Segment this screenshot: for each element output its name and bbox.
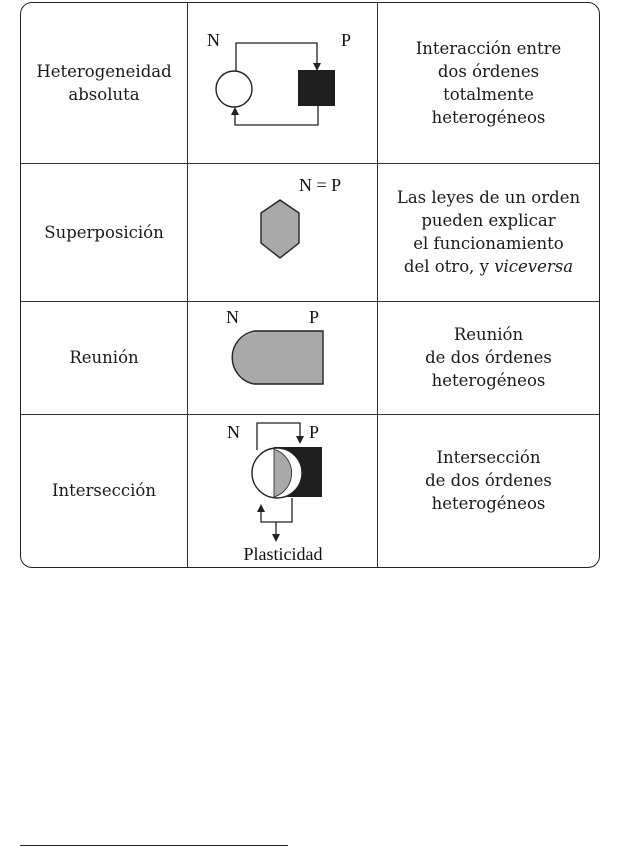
row-1-diagram	[189, 3, 377, 163]
row-2-desc-plain: del otro, y	[403, 257, 495, 276]
row-4-desc-line-1: Intersección	[436, 448, 541, 467]
row-3-desc-line-2: de dos órdenes	[425, 348, 552, 367]
row-2-desc-line-2: pueden explicar	[421, 211, 556, 230]
row-2-desc-italic: viceversa	[494, 257, 574, 276]
arrowhead-up-icon	[257, 504, 265, 512]
label-p: P	[309, 422, 320, 442]
row-3-description	[378, 301, 599, 414]
row-3-diagram	[189, 301, 377, 414]
row-4-description	[378, 414, 599, 567]
row-2-name	[21, 163, 187, 301]
hexagon-shape	[261, 200, 299, 258]
column-divider	[187, 3, 188, 567]
arrowhead-down-icon	[313, 63, 321, 71]
label-n-equals-p: N = P	[299, 175, 342, 195]
arrow-n-to-p	[257, 423, 300, 450]
arrowhead-down-icon	[296, 436, 304, 444]
row-4-desc-line-2: de dos órdenes	[425, 471, 552, 490]
row-1-desc-line-3: totalmente	[443, 85, 534, 104]
label-n: N	[226, 307, 239, 327]
row-1-desc-line-1: Interacción entre	[415, 39, 562, 58]
comparison-table	[20, 2, 600, 568]
row-2-desc-line-1: Las leyes de un orden	[396, 188, 581, 207]
row-1-name	[21, 3, 187, 163]
arrow-to-n	[261, 498, 292, 522]
circle-n	[216, 71, 252, 107]
row-2-name-line-1: Superposición	[44, 222, 164, 242]
square-p	[298, 70, 335, 106]
arrowhead-up-icon	[231, 107, 239, 115]
row-1-name-line-2: absoluta	[68, 85, 140, 104]
row-1-desc-line-4: heterogéneos	[431, 108, 546, 127]
label-n: N	[207, 30, 220, 50]
row-4-name-line-1: Intersección	[52, 481, 156, 500]
row-3-desc-line-3: heterogéneos	[431, 371, 546, 390]
label-p: P	[341, 30, 352, 50]
arrow-p-to-n	[235, 106, 318, 125]
row-2-diagram	[189, 163, 377, 301]
arrow-n-to-p	[236, 43, 317, 71]
label-plasticidad: Plasticidad	[243, 544, 323, 564]
row-2-desc-line-3: el funcionamiento	[413, 234, 564, 253]
row-3-name-line-1: Reunión	[69, 348, 139, 367]
row-4-name	[21, 414, 187, 567]
row-1-name-line-1: Heterogeneidad	[36, 62, 172, 81]
row-1-desc-line-2: dos órdenes	[437, 62, 540, 81]
union-shape	[232, 331, 323, 384]
row-4-desc-line-3: heterogéneos	[431, 494, 546, 513]
row-1-description	[378, 3, 599, 163]
label-p: P	[309, 307, 320, 327]
row-4-diagram	[189, 414, 377, 567]
row-3-desc-line-1: Reunión	[453, 325, 524, 344]
arrowhead-down-icon	[272, 534, 280, 542]
row-3-name	[21, 301, 187, 414]
row-2-desc-line-4	[397, 255, 580, 278]
footnote-rule	[20, 845, 288, 846]
label-n: N	[227, 422, 240, 442]
row-2-description	[378, 163, 599, 301]
